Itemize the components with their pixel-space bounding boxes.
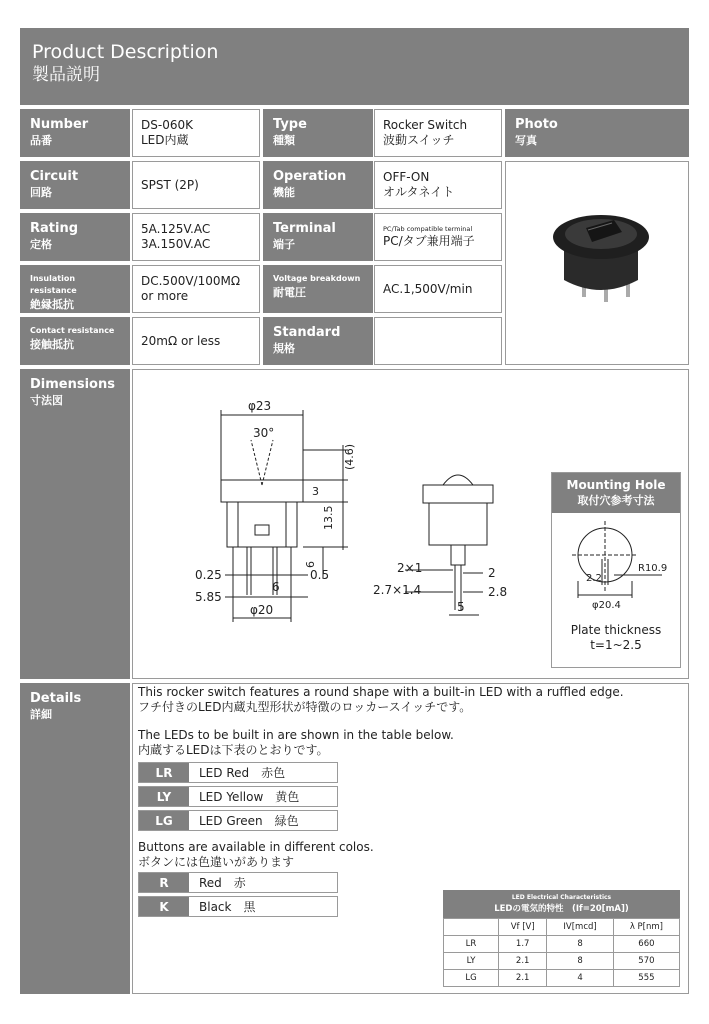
page-title-en: Product Description — [32, 41, 219, 63]
details-p1-jp: フチ付きのLED内蔵丸型形状が特徴のロッカースイッチです。 — [138, 700, 472, 714]
spec-value-rating: 5A.125V.AC 3A.150V.AC — [132, 213, 260, 261]
led-table-title: LED Electrical Characteristics LEDの電気的特性 (If=20[mA]) — [443, 890, 680, 918]
details-p3-en: Buttons are available in different colos. — [138, 840, 374, 854]
led-row: LY LED Yellow 黄色 — [138, 786, 338, 807]
details-p2-jp: 内蔵するLEDは下表のとおりです。 — [138, 743, 329, 757]
spec-label-operation: Operation 機能 — [263, 161, 373, 209]
dim-w585: 5.85 — [195, 590, 222, 604]
dim-h6: 6 — [304, 561, 317, 568]
details-box — [132, 683, 689, 994]
details-label: Details 詳細 — [20, 683, 130, 994]
page-title-jp: 製品説明 — [32, 65, 100, 85]
spec-label-standard: Standard 規格 — [263, 317, 373, 365]
spec-label-insulation: Insulation resistance 絶縁抵抗 — [20, 265, 130, 313]
spec-label-terminal: Terminal 端子 — [263, 213, 373, 261]
dimensions-label: Dimensions 寸法図 — [20, 369, 130, 679]
mounting-hole-box — [551, 472, 681, 668]
dim-h3: 3 — [312, 485, 319, 498]
spec-value-operation: OFF-ON オルタネイト — [374, 161, 502, 209]
plate-thickness-label: Plate thickness — [570, 623, 662, 637]
dim-d23: φ23 — [248, 399, 272, 413]
spec-value-type: Rocker Switch 波動スイッチ — [374, 109, 502, 157]
dim-w05: 0.5 — [310, 568, 330, 582]
spec-value-number: DS-060K LED内蔵 — [132, 109, 260, 157]
table-row: LY 2.1 8 570 — [444, 953, 680, 970]
dim-s2: 2 — [488, 566, 496, 580]
mount-r: R10.9 — [638, 563, 668, 574]
spec-value-circuit: SPST (2P) — [132, 161, 260, 209]
mount-d204: φ20.4 — [592, 600, 621, 611]
mount-w22: 2.2 — [586, 573, 602, 584]
dim-h135: 13.5 — [322, 505, 335, 530]
plate-thickness-value: t=1~2.5 — [590, 638, 642, 652]
table-row: LR 1.7 8 660 — [444, 936, 680, 953]
button-color-row: K Black 黒 — [138, 896, 338, 917]
spec-label-rating: Rating 定格 — [20, 213, 130, 261]
details-p3-jp: ボタンには色違いがあります — [138, 855, 295, 869]
switch-photo — [506, 162, 690, 366]
led-row: LR LED Red 赤色 — [138, 762, 338, 783]
dim-s2x1: 2×1 — [397, 561, 423, 575]
spec-value-standard — [374, 317, 502, 365]
dim-d20: φ20 — [250, 603, 274, 617]
dimension-drawing-area — [132, 369, 689, 679]
led-table — [443, 918, 680, 987]
spec-label-contact: Contact resistance 接触抵抗 — [20, 317, 130, 365]
spec-label-voltage: Voltage breakdown 耐電圧 — [263, 265, 373, 313]
led-characteristics-table — [443, 890, 680, 987]
table-header-row: Vf [V] IV[mcd] λ P[nm] — [444, 919, 680, 936]
page-header — [20, 28, 689, 105]
details-p1-en: This rocker switch features a round shape with a built-in LED with a ruffled edge. — [138, 685, 624, 699]
spec-value-contact: 20mΩ or less — [132, 317, 260, 365]
spec-label-number: Number 品番 — [20, 109, 130, 157]
dim-s5: 5 — [457, 600, 465, 614]
dim-s27x14: 2.7×1.4 — [373, 583, 422, 597]
table-row: LG 2.1 4 555 — [444, 970, 680, 987]
dim-h46: (4.6) — [343, 443, 356, 470]
dim-w6: 6 — [272, 580, 280, 594]
spec-value-voltage: AC.1,500V/min — [374, 265, 502, 313]
button-color-row: R Red 赤 — [138, 872, 338, 893]
mounting-hole-drawing — [552, 513, 680, 623]
photo-box — [505, 161, 689, 365]
dim-w025: 0.25 — [195, 568, 222, 582]
mounting-hole-title: Mounting Hole 取付穴参考寸法 — [552, 473, 680, 513]
spec-label-circuit: Circuit 回路 — [20, 161, 130, 209]
spec-value-insulation: DC.500V/100MΩ or more — [132, 265, 260, 313]
photo-label: Photo 写真 — [505, 109, 689, 157]
dim-s28: 2.8 — [488, 585, 508, 599]
details-p2-en: The LEDs to be built in are shown in the table below. — [138, 728, 454, 742]
dim-a30: 30° — [253, 426, 275, 440]
spec-label-type: Type 種類 — [263, 109, 373, 157]
spec-value-terminal: PC/Tab compatible terminal PC/タブ兼用端子 — [374, 213, 502, 261]
led-row: LG LED Green 緑色 — [138, 810, 338, 831]
